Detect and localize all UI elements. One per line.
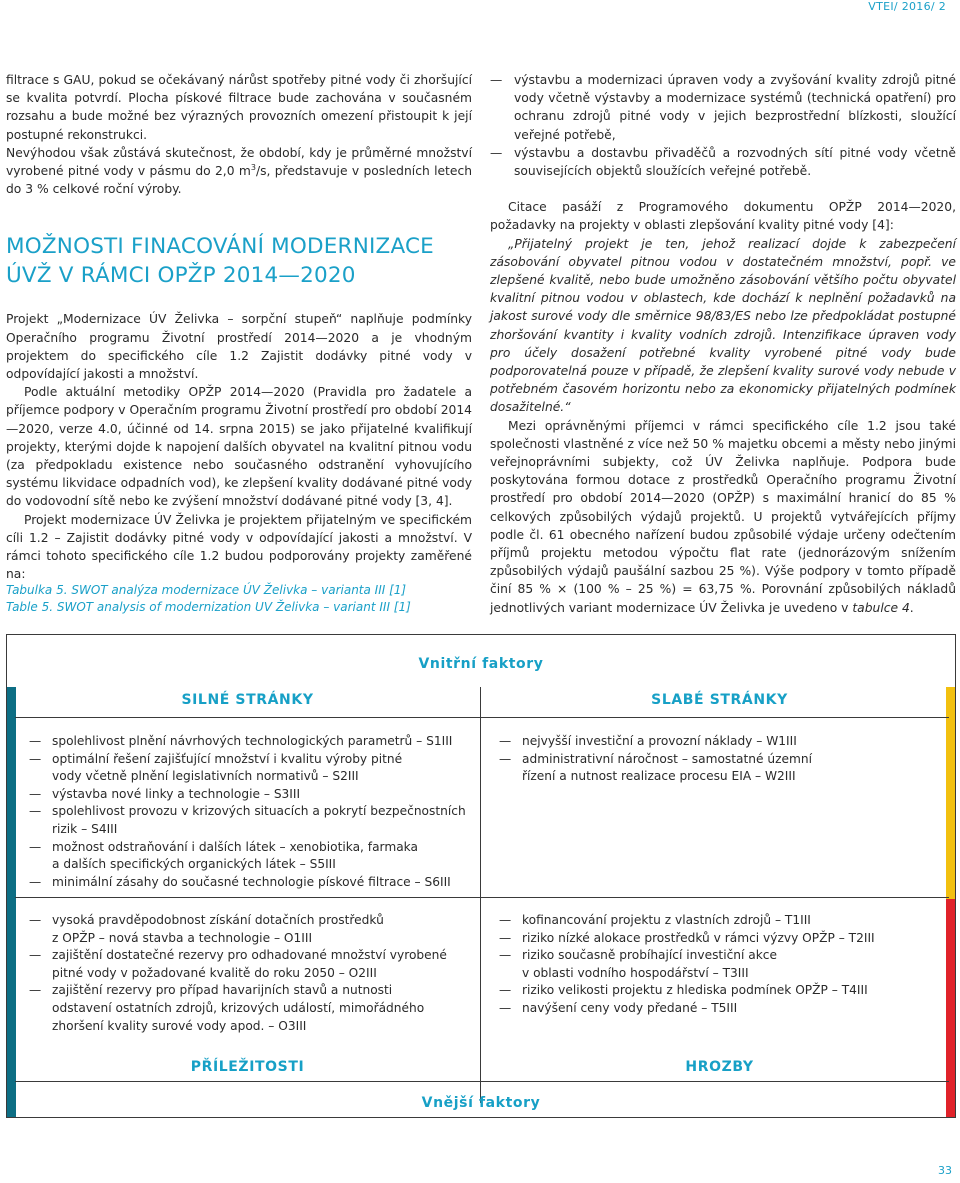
item-line: zajištění rezervy pro případ havarijních stavů a nutnosti: [52, 983, 393, 998]
dash-bullet: —: [499, 751, 512, 766]
dash-bullet: —: [29, 734, 42, 748]
opportunities-item-text: [52, 947, 469, 982]
dash-bullet: —: [499, 930, 512, 945]
threats-item-text: [522, 947, 929, 982]
item-line: zajištění dostatečné rezervy pro odhadované množství vyrobené: [52, 948, 447, 963]
vertical-divider: [480, 687, 481, 1103]
strengths-item: [29, 839, 469, 874]
item-line: administrativní náročnost – samostatné územní: [522, 751, 813, 766]
dash-bullet: —: [499, 734, 512, 748]
weaknesses-item-text: [522, 733, 929, 751]
item-line: pitné vody v požadované kvalitě do roku 2050 – O2III: [52, 965, 377, 980]
item-line: v oblasti vodního hospodářství – T3III: [522, 965, 749, 980]
weaknesses-list: [499, 733, 929, 786]
page-number: 33: [938, 1164, 952, 1177]
paragraph: Nevýhodou však zůstává skutečnost, že období, kdy je průměrné množství vyrobené pitné vody v pásmu do 2,0 $m^3/s$, představuje v posledních letech do 3 % celkové roční výroby.: [6, 145, 472, 197]
dash-bullet: —: [29, 983, 42, 998]
item-line: riziko současně probíhající investiční akce: [522, 948, 778, 963]
paragraph: Podle aktuální metodiky OPŽP 2014—2020 (Pravidla pro žadatele a příjemce podpory v Operačním programu Životní prostředí pro období 2014—2020, verze 4.0, účinné od 14. srpna 2015) se jako přijatelné kvalifikují projekty, kterými dojde k napojení dalších obyvatel na kvalitní pitnou vodu (za předpokladu existence nebo současného odstranění vyhovujícího systému likvidace odpadních vod), ke zlepšení kvality dodávané pitné vody do vodovodní sítě nebo ke zvýšení množství dodávané pitné vody [3, 4].: [6, 385, 472, 509]
item-line: optimální řešení zajišťující množství i kvalitu výroby pitné: [52, 751, 403, 766]
strengths-item: [29, 786, 469, 804]
divider-bottom-inner: [15, 1081, 949, 1082]
quotation: „Přijatelný projekt je ten, jehož realizací dojde k zabezpečení zásobování obyvatel pitnou vodou v dostatečném množství, popř. ve zlepšené kvalitě, nebo bude umožněno zásobování většího počtu obyvatel kvalitní pitnou vodou v oblastech, kde dochází k neplnění požadavků na jakost surové vody dle směrnice 98/83/ES nebo lze předpokládat postupné zhoršování kvantity i kvality vodních zdrojů. Intenzifikace úpraven vody pro účely dosažení potřebné kvality vyrobené pitné vody bude podporovatelná pouze v případě, že zlepšení kvality surové vody nebude v potřebném časovém horizontu nebo za ekonomicky přijatelných podmínek dosažitelné.“: [490, 236, 956, 415]
opportunities-item: [29, 912, 469, 947]
caption-en: Table 5. SWOT analysis of modernization UV Želivka – variant III [1]: [6, 600, 411, 614]
threats-item-text: [522, 912, 929, 930]
strengths-title: SILNÉ STRÁNKY: [181, 692, 314, 708]
left-column: [6, 71, 472, 583]
bullet-item: — výstavbu a modernizaci úpraven vody a zvyšování kvality zdrojů pitné vody včetně výstavby a modernizace systémů (technická opatření) pro ochranu zdrojů pitné vody v jejich bezprostřední blízkosti, sloužící veřejné potřebě,: [490, 71, 956, 144]
threats-item: [499, 982, 929, 1000]
swot-table: [6, 634, 956, 1118]
threats-item-text: [522, 930, 929, 948]
item-line: riziko velikosti projektu z hlediska podmínek OPŽP – T4III: [522, 983, 868, 998]
item-line: možnost odstraňování i dalších látek – xenobiotika, farmaka: [52, 839, 418, 854]
item-line: rizik – S4III: [52, 821, 118, 836]
strengths-item: [29, 874, 469, 892]
paragraph: Mezi oprávněnými příjemci v rámci specifického cíle 1.2 jsou také společnosti vlastněné z více než 50 % majetku obcemi a městy nebo jinými veřejnoprávními subjekty, což ÚV Želivka naplňuje. Podpora bude poskytována formou dotace z prostředků Operačního programu Životní prostředí pro období 2014—2020 (OPŽP) s maximální hranicí do 85 % celkových způsobilých výdajů projektů. U projektů vytvářejících příjmy podle čl. 61 obecného nařízení budou způsobilé výdaje určeny odečtením příjmů projektu metodou výpočtu flat rate (jednorázovým snížením způsobilých výdajů paušální sazbou 25 %). Výše podpory v tomto případě činí 85 % × (100 % – 25 %) = 63,75 %. Porovnání způsobilých nákladů jednotlivých variant modernizace ÚV Želivka je uvedeno v tabulce 4.: [490, 418, 956, 615]
opportunities-item: [29, 982, 469, 1035]
divider-top: [15, 717, 949, 718]
threats-item: [499, 1000, 929, 1018]
threats-list: [499, 912, 929, 1018]
weaknesses-item-text: [522, 751, 929, 786]
dash-bullet: —: [490, 145, 503, 160]
strengths-item-text: [52, 751, 469, 786]
item-line: vysoká pravděpodobnost získání dotačních prostředků: [52, 913, 384, 927]
strengths-item: [29, 803, 469, 838]
item-line: spolehlivost provozu v krizových situacích a pokrytí bezpečnostních: [52, 804, 466, 819]
item-line: riziko nízké alokace prostředků v rámci výzvy OPŽP – T2III: [522, 930, 875, 945]
right-bottom-color-bar: [946, 899, 955, 1117]
right-top-color-bar: [946, 687, 955, 899]
divider-middle: [15, 897, 949, 898]
item-line: minimální zásahy do současné technologie pískové filtrace – S6III: [52, 874, 451, 889]
dash-bullet: —: [29, 839, 42, 854]
opportunities-item-text: [52, 982, 469, 1035]
threats-title: HROZBY: [685, 1059, 754, 1075]
dash-bullet: —: [29, 948, 42, 963]
opportunities-item-text: [52, 912, 469, 947]
dash-bullet: —: [499, 983, 512, 998]
item-line: spolehlivost plnění návrhových technologických parametrů – S1III: [52, 734, 453, 748]
threats-item: [499, 912, 929, 930]
dash-bullet: —: [499, 948, 512, 963]
opportunities-item: [29, 947, 469, 982]
weaknesses-title: SLABÉ STRÁNKY: [651, 692, 788, 708]
strengths-item-text: [52, 839, 469, 874]
divider-bottom: [7, 1117, 955, 1118]
strengths-item-text: [52, 733, 469, 751]
paragraph: Projekt „Modernizace ÚV Želivka – sorpční stupeň“ naplňuje podmínky Operačního programu Životní prostředí 2014—2020 a je vhodným projektem do specifického cíle 1.2 Zajistit dodávky pitné vody v odpovídající jakosti a množství.: [6, 312, 472, 382]
dash-bullet: —: [29, 913, 42, 927]
item-line: nejvyšší investiční a provozní náklady – W1III: [522, 734, 797, 748]
strengths-item-text: [52, 874, 469, 892]
threats-item-text: [522, 1000, 929, 1018]
item-line: odstavení ostatních zdrojů, krizových událostí, mimořádného: [52, 1000, 425, 1015]
opportunities-title: PŘÍLEŽITOSTI: [190, 1059, 305, 1075]
threats-item: [499, 930, 929, 948]
section-heading: MOŽNOSTI FINACOVÁNÍ MODERNIZACE ÚVŽ V RÁMCI OPŽP 2014—2020: [6, 234, 434, 289]
item-line: kofinancování projektu z vlastních zdrojů – T1III: [522, 913, 811, 927]
left-color-bar: [7, 687, 16, 1117]
opportunities-list: [29, 912, 469, 1035]
dash-bullet: —: [499, 1000, 512, 1015]
dash-bullet: —: [29, 874, 42, 889]
strengths-list: [29, 733, 469, 891]
threats-item-text: [522, 982, 929, 1000]
item-line: navýšení ceny vody předané – T5III: [522, 1000, 738, 1015]
item-line: vody včetně plnění legislativních normativů – S2III: [52, 769, 359, 784]
weaknesses-item: [499, 733, 929, 751]
threats-item: [499, 947, 929, 982]
item-line: z OPŽP – nová stavba a technologie – O1III: [52, 930, 313, 945]
item-line: výstavba nové linky a technologie – S3III: [52, 786, 301, 801]
internal-factors-label: Vnitřní faktory: [418, 656, 544, 672]
item-line: řízení a nutnost realizace procesu EIA – W2III: [522, 769, 796, 784]
strengths-item-text: [52, 803, 469, 838]
item-line: zhoršení kvality surové vody apod. – O3III: [52, 1018, 307, 1033]
caption-cz: Tabulka 5. SWOT analýza modernizace ÚV Želivka – varianta III [1]: [6, 583, 407, 597]
paragraph: Citace pasáží z Programového dokumentu OPŽP 2014—2020, požadavky na projekty v oblasti zlepšování kvality pitné vody [4]:: [490, 200, 956, 233]
running-head: VTEI/ 2016/ 2: [868, 0, 946, 13]
dash-bullet: —: [490, 73, 503, 87]
paragraph: Projekt modernizace ÚV Želivka je projektem přijatelným ve specifickém cíli 1.2 – Zajistit dodávky pitné vody v odpovídající jakosti a množství. V rámci tohoto specifického cíle 1.2 budou podporovány projekty zaměřené na:: [6, 512, 472, 582]
bullet-item: — výstavbu a dostavbu přivaděčů a rozvodných sítí pitné vody včetně souvisejících objektů sloužících veřejné potřebě.: [490, 144, 956, 180]
right-column: [490, 71, 956, 617]
strengths-item: [29, 733, 469, 751]
dash-bullet: —: [29, 804, 42, 819]
paragraph: filtrace s GAU, pokud se očekávaný nárůst spotřeby pitné vody či zhoršující se kvalita potvrdí. Plocha pískové filtrace bude zachována v současném rozsahu a bude možné bez výrazných provozních omezení přistoupit k její postupné rekonstrukci.: [6, 73, 472, 142]
external-factors-label: Vnější faktory: [421, 1095, 541, 1111]
strengths-item-text: [52, 786, 469, 804]
table-caption: [6, 582, 411, 616]
item-line: a dalších specifických organických látek – S5III: [52, 857, 336, 872]
dash-bullet: —: [499, 913, 512, 927]
dash-bullet: —: [29, 786, 42, 801]
dash-bullet: —: [29, 751, 42, 766]
strengths-item: [29, 751, 469, 786]
weaknesses-item: [499, 751, 929, 786]
